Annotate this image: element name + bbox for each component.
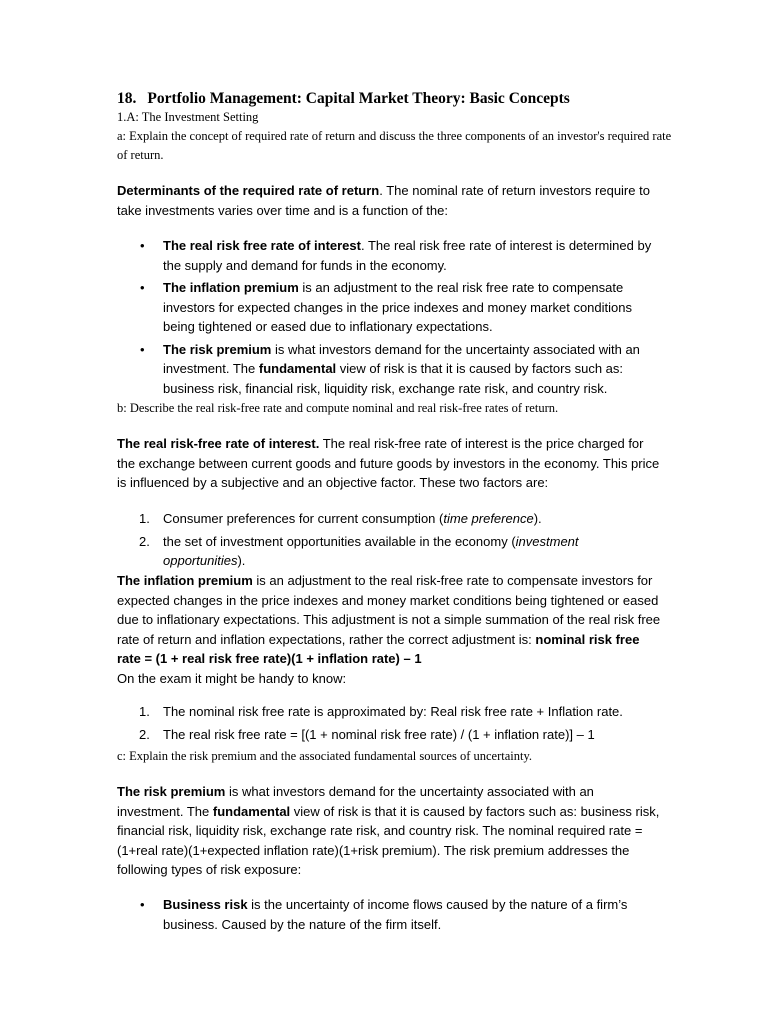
list-italic: investment opportunities (163, 533, 579, 568)
section-label: 1.A: The Investment Setting (117, 110, 259, 124)
components-list (117, 236, 662, 401)
bullet-text: . The real risk free rate of interest is determined by the supply and demand for funds in the economy. (163, 238, 652, 273)
bullet-text: is an adjustment to the real risk free rate to compensate investors for expected changes in the price indexes and money market conditions being tightened or eased due to inflationary expectations. (163, 280, 632, 334)
list-end: ). (533, 511, 542, 526)
question-b: b: Describe the real risk-free rate and compute nominal and real risk-free rates of return. (117, 401, 559, 415)
risk-types-list (117, 895, 662, 937)
inflation-text: is an adjustment to the real risk-free rate to compensate investors for expected changes in the price indexes and money market conditions being tightened or eased due to inflationary expectations. This adjustment is not a simple summation of the real risk free rate of return and inflation expectations, rather the correct adjustment is: (117, 573, 661, 647)
list-item (117, 895, 662, 934)
chapter-number: 18. (117, 90, 137, 107)
list-item (117, 340, 662, 399)
question-a: a: Explain the concept of required rate of return and discuss the three components of an investor's required rate of return. (117, 129, 672, 162)
list-number: 1. (139, 511, 150, 526)
list-item (117, 236, 662, 275)
risk-premium-text-2: view of risk is that it is caused by factors such as: business risk, financial risk, liquidity risk, exchange rate risk, and country risk. The nominal required rate = (1+real rate)(1+expected inflation rate)(1+risk premium). The risk premium addresses the following types of risk exposure: (117, 803, 660, 877)
risk-premium-heading: The risk premium (117, 784, 226, 799)
list-italic: time preference (443, 511, 534, 526)
real-rate-text: The real risk-free rate of interest is the price charged for the exchange between current goods and future goods by investors in the economy. This price is influenced by a subjective and an objective factor. These two factors are: (117, 436, 660, 490)
page-title (117, 89, 737, 108)
list-item (117, 278, 662, 337)
determinants-heading: Determinants of the required rate of return (117, 183, 380, 198)
bullet-term: The inflation premium (163, 280, 299, 295)
bullet-text-2: view of risk is that it is caused by factors such as: business risk, financial risk, liquidity risk, exchange rate risk, and country risk. (163, 361, 624, 396)
fundamental-term: fundamental (212, 803, 291, 819)
real-rate-heading: The real risk-free rate of interest. (117, 436, 320, 451)
list-text: The real risk free rate = [(1 + nominal risk free rate) / (1 + inflation rate)] – 1 (163, 726, 595, 742)
nominal-formula: nominal risk free rate = (1 + real risk free rate)(1 + inflation rate) – 1 (117, 631, 640, 666)
list-number: 2. (139, 726, 150, 742)
inflation-paragraph (117, 571, 662, 688)
risk-premium-paragraph (117, 782, 662, 880)
list-item (117, 532, 662, 571)
list-end: ). (237, 553, 246, 568)
chapter-title: Portfolio Management: Capital Market Theory: Basic Concepts (147, 90, 570, 107)
exam-list (117, 702, 662, 747)
list-item (117, 725, 662, 745)
bullet-icon: • (140, 280, 145, 295)
exam-note: On the exam it might be handy to know: (117, 670, 347, 686)
list-number: 1. (139, 704, 150, 719)
determinants-paragraph (117, 181, 662, 220)
question-c: c: Explain the risk premium and the associated fundamental sources of uncertainty. (117, 749, 533, 763)
factors-list (117, 509, 662, 574)
real-rate-paragraph (117, 434, 662, 493)
list-text: the set of investment opportunities available in the economy ( (163, 533, 516, 549)
bullet-text: is the uncertainty of income flows caused by the nature of a firm’s business. Caused by the nature of the firm itself. (163, 897, 628, 932)
list-item (117, 702, 662, 722)
list-text: Consumer preferences for current consumption ( (163, 511, 444, 526)
bullet-icon: • (140, 238, 145, 253)
list-text: The nominal risk free rate is approximated by: Real risk free rate + Inflation rate. (163, 704, 623, 719)
bullet-term: The real risk free rate of interest (163, 238, 361, 253)
bullet-icon: • (140, 341, 145, 357)
determinants-text: . The nominal rate of return investors require to take investments varies over time and is a function of the: (117, 183, 650, 218)
bullet-term: The risk premium (163, 341, 272, 357)
inflation-heading: The inflation premium (117, 573, 253, 588)
bullet-text: is what investors demand for the uncertainty associated with an investment. The (163, 341, 640, 376)
list-item (117, 509, 662, 529)
bullet-icon: • (140, 897, 145, 912)
bullet-term-2: fundamental (258, 361, 337, 376)
bullet-term: Business risk (163, 897, 248, 912)
risk-premium-text: is what investors demand for the uncertainty associated with an investment. The (117, 784, 594, 819)
list-number: 2. (139, 533, 150, 549)
